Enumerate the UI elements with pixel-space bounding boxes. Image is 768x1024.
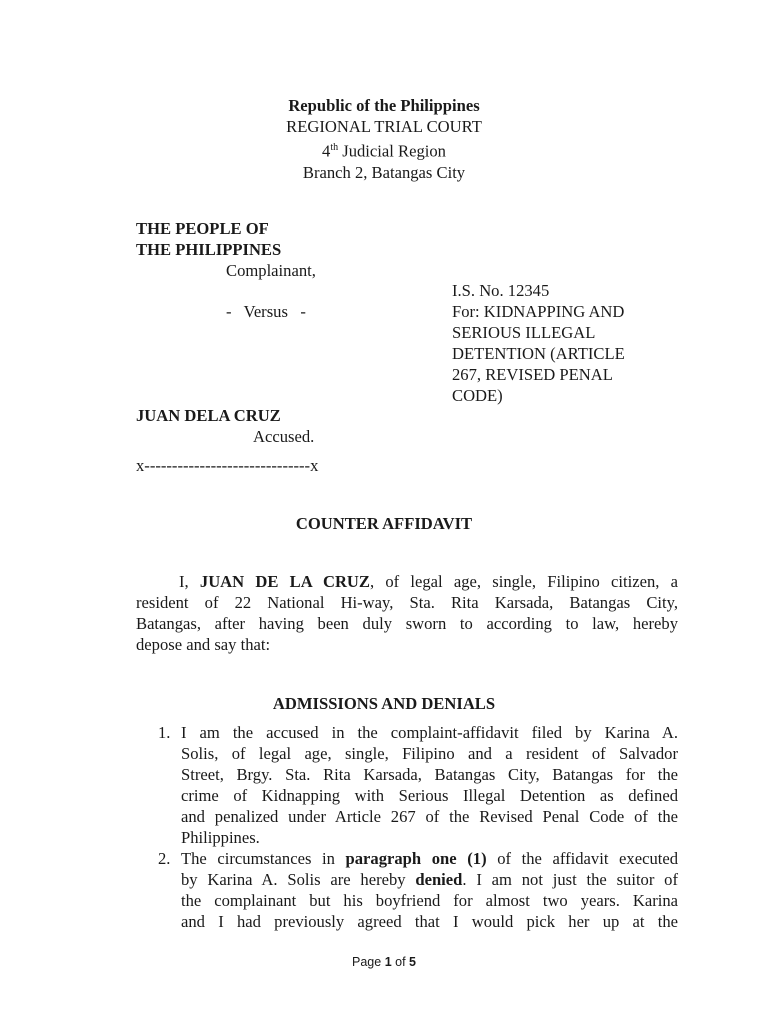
case-number: I.S. No. 12345 [452, 281, 550, 300]
region-number: 4 [322, 141, 331, 161]
intro-line: resident of 22 National Hi-way, Sta. Rita Karsada, Batangas City, [136, 593, 678, 612]
section-heading: ADMISSIONS AND DENIALS [272, 694, 496, 713]
charge-line: DETENTION (ARTICLE [452, 344, 625, 363]
item-number: 2. [158, 849, 171, 868]
charge-description [452, 301, 657, 406]
republic-line: Republic of the Philippines [288, 96, 480, 115]
page-label: Page [352, 955, 385, 969]
item-emphasis: paragraph one (1) [345, 849, 487, 868]
region-text: Judicial Region [338, 141, 446, 161]
caption-separator: x------------------------------x [136, 456, 319, 475]
intro-line [136, 571, 678, 592]
complainant-label: Complainant, [226, 261, 316, 280]
intro-text: I, [179, 572, 200, 591]
list-item [136, 848, 678, 932]
charge-line: 267, REVISED PENAL [452, 365, 613, 384]
judicial-region [0, 137, 768, 162]
branch-line: Branch 2, Batangas City [302, 162, 466, 182]
charge-line: For: KIDNAPPING AND [452, 302, 625, 321]
item-line: and I had previously agreed that I would pick her up at the [181, 912, 678, 931]
item-line [181, 869, 678, 890]
item-line: and penalized under Article 267 of the Revised Penal Code of the [181, 807, 678, 826]
document-title: COUNTER AFFIDAVIT [295, 514, 473, 533]
intro-paragraph [136, 571, 678, 655]
charge-line: CODE) [452, 386, 503, 405]
page-current: 1 [384, 955, 392, 969]
intro-line: depose and say that: [136, 635, 271, 654]
item-line: I am the accused in the complaint-affidavit filed by Karina A. [181, 723, 678, 742]
item-number: 1. [158, 723, 171, 742]
people-line-2: THE PHILIPPINES [136, 240, 282, 259]
item-line: crime of Kidnapping with Serious Illegal Detention as defined [181, 786, 678, 805]
people-line-1: THE PEOPLE OF [136, 219, 269, 238]
item-line: Solis, of legal age, single, Filipino and a resident of Salvador [181, 744, 678, 763]
court-header [0, 95, 768, 183]
item-text: The circumstances in [181, 849, 346, 868]
affiant-name: JUAN DE LA CRUZ [199, 572, 370, 591]
page-footer [0, 955, 768, 969]
item-line: the complainant but his boyfriend for almost two years. Karina [181, 891, 678, 910]
item-text: of the affidavit executed [486, 849, 679, 868]
accused-label: Accused. [253, 427, 315, 446]
charge-line: SERIOUS ILLEGAL [452, 323, 596, 342]
item-text: . I am not just the suitor of [462, 870, 678, 889]
item-line: Philippines. [181, 828, 260, 847]
item-line [181, 848, 678, 869]
page-total: 5 [409, 955, 416, 969]
numbered-list [136, 722, 678, 932]
list-item [136, 722, 678, 848]
item-text: by Karina A. Solis are hereby [181, 870, 416, 889]
court-name: REGIONAL TRIAL COURT [286, 117, 482, 136]
of-label: of [391, 955, 410, 969]
complainant-party [136, 218, 281, 260]
region-suffix: th [330, 142, 339, 153]
intro-text: , of legal age, single, Filipino citizen, a [370, 572, 678, 591]
item-line: Street, Brgy. Sta. Rita Karsada, Batangas City, Batangas for the [181, 765, 678, 784]
item-emphasis: denied [415, 870, 463, 889]
accused-name: JUAN DELA CRUZ [136, 406, 281, 425]
intro-line: Batangas, after having been duly sworn to according to law, hereby [136, 614, 678, 633]
versus-label: - Versus - [226, 302, 306, 321]
